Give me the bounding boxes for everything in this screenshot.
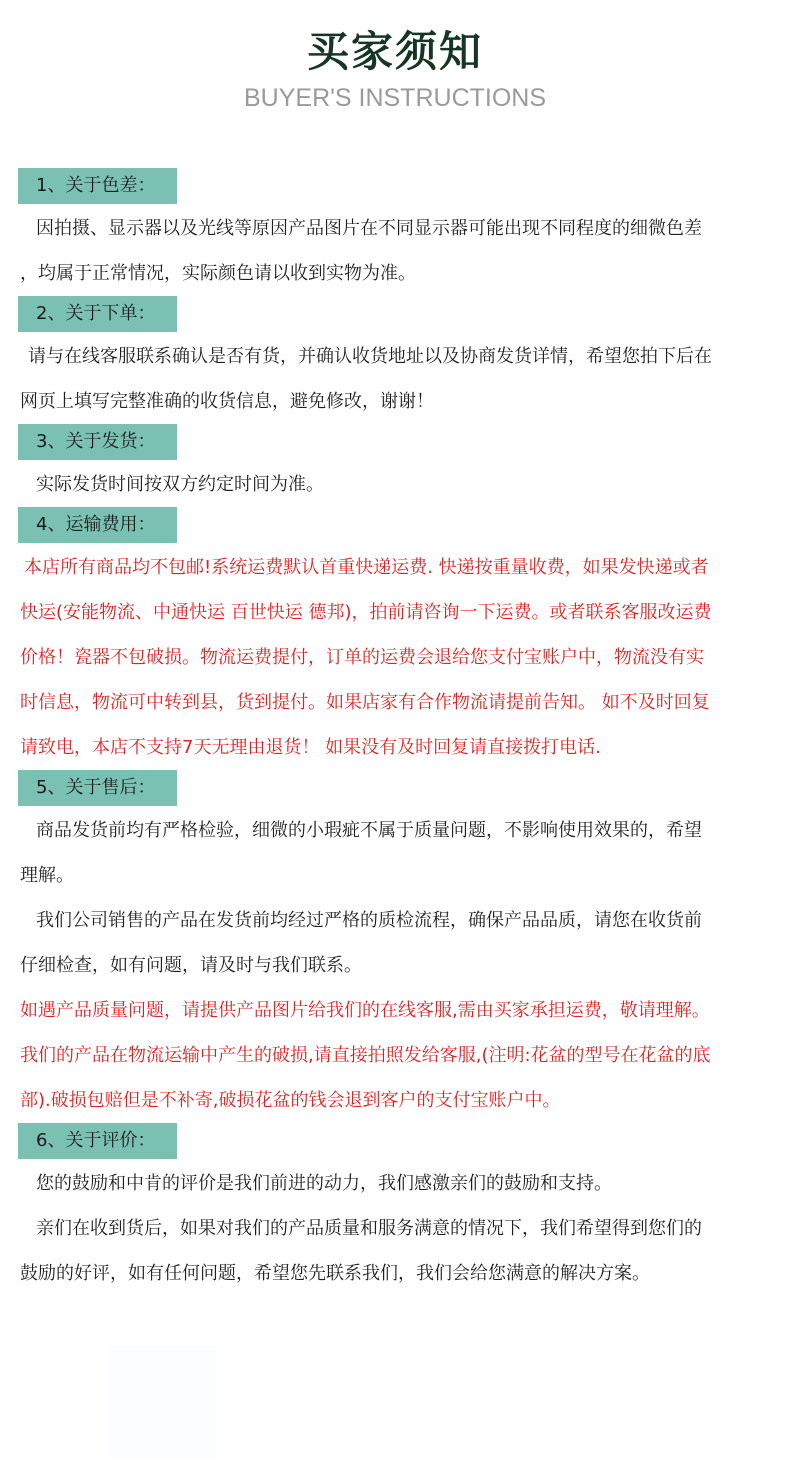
paragraph-line: 您的鼓励和中肯的评价是我们前进的动力，我们感激亲们的鼓励和支持。 — [36, 1173, 612, 1194]
section-label: 6、关于评价： — [18, 1123, 177, 1159]
page-subtitle: BUYER'S INSTRUCTIONS — [243, 84, 547, 112]
paragraph-line: 亲们在收到货后，如果对我们的产品质量和服务满意的情况下，我们希望得到您们的 — [36, 1218, 702, 1239]
section-label: 1、关于色差： — [18, 168, 177, 204]
section-color-difference — [0, 168, 790, 296]
section-after-sales — [0, 770, 790, 1123]
instructions-content — [0, 168, 790, 1296]
paragraph-line: 仔细检查，如有问题，请及时与我们联系。 — [20, 955, 362, 976]
paragraph-line: 鼓励的好评，如有任何问题，希望您先联系我们，我们会给您满意的解决方案。 — [20, 1263, 650, 1284]
section-shipping — [0, 424, 790, 507]
paragraph-line: 商品发货前均有严格检验，细微的小瑕疵不属于质量问题，不影响使用效果的，希望 — [36, 820, 702, 841]
paragraph-line: 实际发货时间按双方约定时间为准。 — [36, 474, 324, 495]
section-ordering — [0, 296, 790, 424]
paragraph-line: 本店所有商品均不包邮!系统运费默认首重快递运费. 快递按重量收费，如果发快递或者 — [24, 557, 709, 578]
section-reviews — [0, 1123, 790, 1296]
section-label: 5、关于售后： — [18, 770, 177, 806]
section-label: 4、运输费用： — [18, 507, 177, 543]
paragraph-line: 我们的产品在物流运输中产生的破损,请直接拍照发给客服,(注明:花盆的型号在花盆的底 — [20, 1045, 711, 1066]
paragraph-line: 网页上填写完整准确的收货信息，避免修改，谢谢！ — [20, 391, 434, 412]
section-label: 3、关于发货： — [18, 424, 177, 460]
section-label: 2、关于下单： — [18, 296, 177, 332]
paragraph-line: 理解。 — [20, 865, 74, 886]
paragraph-line: 价格！瓷器不包破损。物流运费提付，订单的运费会退给您支付宝账户中，物流没有实 — [20, 647, 704, 668]
faint-watermark-block — [108, 1345, 216, 1457]
section-shipping-fees — [0, 507, 790, 770]
paragraph-line: 时信息，物流可中转到县，货到提付。如果店家有合作物流请提前告知。 如不及时回复 — [20, 692, 710, 713]
page-title: 买家须知 — [306, 27, 483, 76]
paragraph-line: 因拍摄、显示器以及光线等原因产品图片在不同显示器可能出现不同程度的细微色差 — [36, 218, 702, 239]
paragraph-line: 请致电，本店不支持7天无理由退货！ 如果没有及时回复请直接拨打电话. — [20, 737, 601, 758]
paragraph-line: 快运(安能物流、中通快运 百世快运 德邦)，拍前请咨询一下运费。或者联系客服改运费 — [20, 602, 712, 623]
paragraph-line: 部).破损包赔但是不补寄,破损花盆的钱会退到客户的支付宝账户中。 — [20, 1090, 561, 1111]
paragraph-line: 请与在线客服联系确认是否有货，并确认收货地址以及协商发货详情，希望您拍下后在 — [28, 346, 712, 367]
paragraph-line: 如遇产品质量问题，请提供产品图片给我们的在线客服,需由买家承担运费，敬请理解。 — [20, 1000, 710, 1021]
paragraph-line: ，均属于正常情况，实际颜色请以收到实物为准。 — [20, 263, 416, 284]
paragraph-line: 我们公司销售的产品在发货前均经过严格的质检流程，确保产品品质，请您在收货前 — [36, 910, 702, 931]
